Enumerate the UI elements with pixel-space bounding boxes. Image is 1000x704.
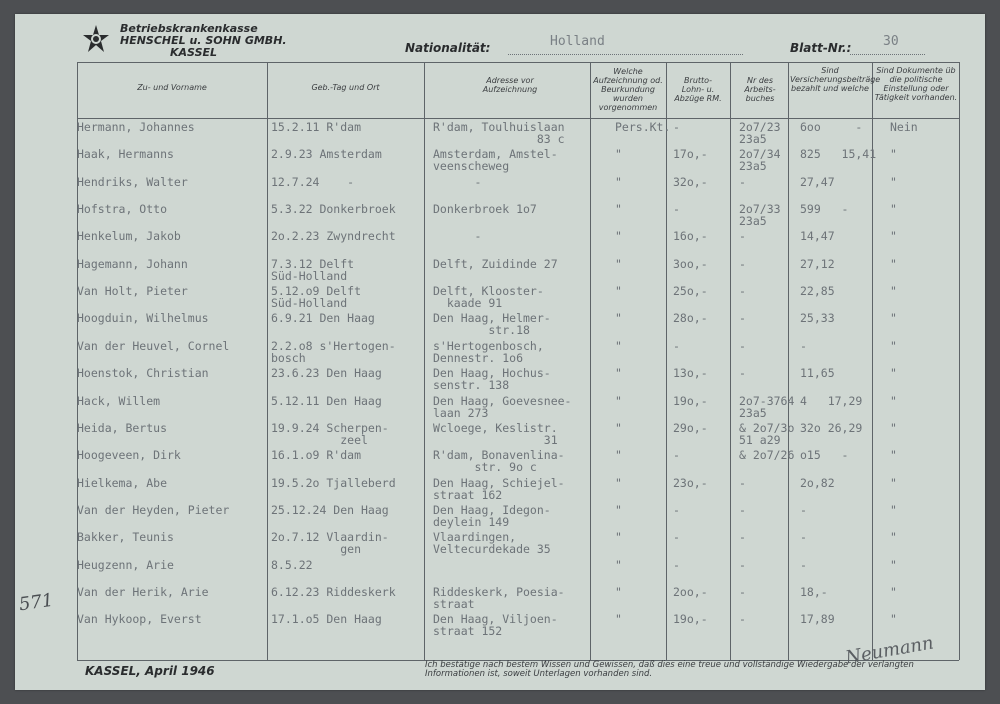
nationality-value: Holland [550, 34, 605, 49]
cell-workbook: - [739, 530, 746, 545]
cell-record: " [615, 284, 622, 299]
cell-record: " [615, 174, 622, 189]
cell-birth: 2o.2.23 Zwyndrecht [271, 229, 396, 244]
cell-birth: 19.5.2o Tjalleberd [271, 475, 396, 490]
cell-birth: 5.12.o9 Delft Süd-Holland [271, 284, 362, 311]
cell-insurance: - [800, 530, 807, 545]
company-line-2: HENSCHEL u. SOHN GMBH. [120, 34, 287, 47]
cell-wage: 16o,- [673, 229, 708, 244]
table-top-border [77, 62, 959, 63]
cell-documents: Nein [890, 120, 918, 134]
cell-record: " [615, 530, 622, 545]
cell-name: Van Hykoop, Everst [77, 612, 202, 627]
column-header-workbook: Nr des Arbeits-buches [744, 76, 776, 103]
cell-documents: " [890, 284, 897, 299]
cell-wage: - [673, 338, 680, 353]
cell-documents: " [890, 256, 897, 271]
cell-birth: 23.6.23 Den Haag [271, 366, 382, 381]
nationality-label: Nationalität: [405, 41, 491, 55]
cell-wage: - [673, 202, 680, 217]
cell-insurance: 18,- [800, 584, 828, 599]
cell-birth: 15.2.11 R'dam [271, 120, 362, 134]
cell-insurance: 6oo - [800, 120, 863, 134]
cell-address: - [433, 174, 482, 189]
cell-address: Vlaardingen, Veltecurdekade 35 [433, 530, 551, 557]
sheet-number-value: 30 [883, 34, 899, 49]
cell-record: " [615, 475, 622, 490]
cell-record: " [615, 393, 622, 408]
cell-workbook: & 2o7/26 [739, 448, 795, 463]
cell-birth: 5.12.11 Den Haag [271, 393, 382, 408]
cell-birth: 16.1.o9 R'dam [271, 448, 362, 463]
company-line-3: KASSEL [170, 46, 218, 59]
cell-insurance: 825 15,41 [800, 147, 877, 162]
cell-insurance: - [800, 502, 807, 517]
cell-record: " [615, 584, 622, 599]
cell-address: Wcloege, Keslistr. 31 [433, 420, 558, 447]
cell-insurance: 22,85 [800, 284, 835, 299]
col-border-3 [590, 62, 591, 660]
cell-wage: 32o,- [673, 174, 708, 189]
cell-address: Den Haag, Idegon- deylein 149 [433, 502, 551, 529]
cell-wage: 2oo,- [673, 584, 708, 599]
cell-workbook: - [739, 366, 746, 381]
cell-workbook: 2o7/34 23a5 [739, 147, 781, 174]
column-header-insurance: Sind Versicherungsbeiträge bezahlt und welche [790, 66, 881, 93]
cell-birth: 2.2.o8 s'Hertogen- bosch [271, 338, 396, 365]
cell-birth: 17.1.o5 Den Haag [271, 612, 382, 627]
cell-workbook: - [739, 584, 746, 599]
cell-workbook: & 2o7/3o 51 a29 [739, 420, 795, 447]
cell-workbook: - [739, 256, 746, 271]
cell-birth: 19.9.24 Scherpen- zeel [271, 420, 389, 447]
cell-record: " [615, 420, 622, 435]
cell-record: " [615, 229, 622, 244]
cell-address: Amsterdam, Amstel- veenscheweg [433, 147, 558, 174]
cell-documents: " [890, 393, 897, 408]
cell-documents: " [890, 448, 897, 463]
cell-name: Van der Heyden, Pieter [77, 502, 230, 517]
cell-wage: 19o,- [673, 612, 708, 627]
cell-name: Henkelum, Jakob [77, 229, 181, 244]
cell-documents: " [890, 530, 897, 545]
cell-record: Pers.Kt. [615, 120, 671, 134]
cell-wage: 17o,- [673, 147, 708, 162]
cell-record: " [615, 612, 622, 627]
cell-name: Hoogduin, Wilhelmus [77, 311, 209, 326]
cell-wage: 28o,- [673, 311, 708, 326]
cell-name: Hielkema, Abe [77, 475, 168, 490]
cell-documents: " [890, 174, 897, 189]
cell-documents: " [890, 229, 897, 244]
cell-address: R'dam, Toulhuislaan 83 c [433, 120, 565, 146]
cell-workbook: - [739, 284, 746, 299]
cell-documents: " [890, 202, 897, 217]
cell-record: " [615, 311, 622, 326]
cell-record: " [615, 256, 622, 271]
cell-wage: - [673, 120, 680, 134]
cell-name: Hofstra, Otto [77, 202, 168, 217]
cell-insurance: 599 - [800, 202, 849, 217]
col-border-5 [730, 62, 731, 660]
cell-name: Van der Heuvel, Cornel [77, 338, 230, 353]
cell-address: Den Haag, Hochus- senstr. 138 [433, 366, 551, 393]
cell-documents: " [890, 502, 897, 517]
cell-workbook: - [739, 612, 746, 627]
cell-wage: - [673, 448, 680, 463]
column-header-documents: Sind Dokumente üb die politische Einstellung oder Tätigkeit vorhanden. [874, 66, 958, 102]
cell-insurance: o15 - [800, 448, 849, 463]
cell-workbook: - [739, 475, 746, 490]
column-header-address: Adresse vor Aufzeichnung [482, 76, 538, 94]
cell-workbook: 2o7/33 23a5 [739, 202, 781, 229]
cell-insurance: 25,33 [800, 311, 835, 326]
cell-address: Delft, Klooster- kaade 91 [433, 284, 544, 311]
cell-record: " [615, 147, 622, 162]
column-header-name: Zu- und Vorname [137, 83, 207, 92]
cell-birth: 7.3.12 Delft Süd-Holland [271, 256, 355, 283]
cell-name: Heida, Bertus [77, 420, 168, 435]
cell-workbook: 2o7/23 23a5 [739, 120, 781, 146]
cell-birth: 5.3.22 Donkerbroek [271, 202, 396, 217]
sheet-number-label: Blatt-Nr.: [790, 41, 852, 55]
cell-insurance: 4 17,29 [800, 393, 863, 408]
place-and-date: KASSEL, April 1946 [85, 664, 215, 678]
handwritten-signature: Neumann [843, 632, 936, 669]
cell-wage: 25o,- [673, 284, 708, 299]
cell-insurance: - [800, 557, 807, 572]
cell-address: s'Hertogenbosch, Dennestr. 1o6 [433, 338, 544, 365]
cell-insurance: - [800, 338, 807, 353]
cell-address: Donkerbroek 1o7 [433, 202, 537, 217]
cell-wage: 3oo,- [673, 256, 708, 271]
cell-address: Den Haag, Viljoen- straat 152 [433, 612, 558, 639]
col-border-8 [959, 62, 960, 660]
cell-record: " [615, 338, 622, 353]
cell-documents: " [890, 557, 897, 572]
cell-wage: 29o,- [673, 420, 708, 435]
col-border-6 [788, 62, 789, 660]
sheet-number-line [850, 54, 925, 55]
cell-name: Van Holt, Pieter [77, 284, 188, 299]
cell-wage: - [673, 530, 680, 545]
cell-record: " [615, 202, 622, 217]
cell-documents: " [890, 420, 897, 435]
cell-birth: 12.7.24 - [271, 174, 355, 189]
cell-workbook: - [739, 311, 746, 326]
cell-workbook: - [739, 174, 746, 189]
column-header-record: Welche Aufzeichnung od. Beurkundung wurden vorgenommen [593, 67, 663, 112]
cell-record: " [615, 448, 622, 463]
cell-workbook: - [739, 338, 746, 353]
cell-workbook: 2o7-3764 23a5 [739, 393, 795, 420]
cell-insurance: 27,47 [800, 174, 835, 189]
cell-name: Hoenstok, Christian [77, 366, 209, 381]
cell-name: Hermann, Johannes [77, 120, 195, 134]
cell-address: Den Haag, Helmer- str.18 [433, 311, 551, 338]
nationality-line [508, 54, 743, 55]
company-line-1: Betriebskrankenkasse [120, 22, 258, 35]
margin-handwritten-number: 571 [17, 589, 55, 616]
cell-name: Heugzenn, Arie [77, 557, 174, 572]
cell-birth: 6.12.23 Riddeskerk [271, 584, 396, 599]
cell-insurance: 14,47 [800, 229, 835, 244]
cell-address: Riddeskerk, Poesia- straat [433, 584, 565, 611]
cell-address: Den Haag, Goevesnee- laan 273 [433, 393, 572, 420]
cell-workbook: - [739, 229, 746, 244]
cell-insurance: 17,89 [800, 612, 835, 627]
cell-record: " [615, 502, 622, 517]
cell-insurance: 27,12 [800, 256, 835, 271]
cell-documents: " [890, 612, 897, 627]
cell-name: Hendriks, Walter [77, 174, 188, 189]
cell-birth: 2.9.23 Amsterdam [271, 147, 382, 162]
cell-wage: - [673, 557, 680, 572]
cell-name: Hagemann, Johann [77, 256, 188, 271]
cell-birth: 6.9.21 Den Haag [271, 311, 375, 326]
cell-documents: " [890, 311, 897, 326]
cell-insurance: 2o,82 [800, 475, 835, 490]
cell-wage: - [673, 502, 680, 517]
cell-name: Hoogeveen, Dirk [77, 448, 181, 463]
cell-birth: 2o.7.12 Vlaardin- gen [271, 530, 389, 557]
cell-birth: 8.5.22 [271, 557, 313, 572]
cell-name: Van der Herik, Arie [77, 584, 209, 599]
cell-wage: 19o,- [673, 393, 708, 408]
table-header-border [77, 118, 959, 119]
company-logo-icon [81, 24, 111, 54]
cell-name: Bakker, Teunis [77, 530, 174, 545]
cell-address: Den Haag, Schiejel- straat 162 [433, 475, 565, 502]
cell-name: Hack, Willem [77, 393, 161, 408]
cell-documents: " [890, 366, 897, 381]
cell-address: Delft, Zuidinde 27 [433, 256, 558, 271]
cell-documents: " [890, 475, 897, 490]
cell-birth: 25.12.24 Den Haag [271, 502, 389, 517]
col-border-4 [666, 62, 667, 660]
cell-insurance: 11,65 [800, 366, 835, 381]
cell-insurance: 32o 26,29 [800, 420, 863, 435]
document-card [15, 14, 985, 690]
cell-name: Haak, Hermanns [77, 147, 174, 162]
company-name [120, 23, 287, 59]
cell-wage: 13o,- [673, 366, 708, 381]
cell-address: - [433, 229, 482, 244]
cell-wage: 23o,- [673, 475, 708, 490]
cell-record: " [615, 366, 622, 381]
cell-workbook: - [739, 557, 746, 572]
cell-workbook: - [739, 502, 746, 517]
cell-documents: " [890, 338, 897, 353]
cell-documents: " [890, 584, 897, 599]
declaration-text: Ich bestätige nach bestem Wissen und Gewissen, daß dies eine treue und vollständige Wiedergabe der verlangten Informationen ist, soweit Unterlagen vorhanden sind. [425, 660, 914, 679]
col-border-1 [267, 62, 268, 660]
column-header-birth: Geb.-Tag und Ort [311, 83, 380, 92]
cell-record: " [615, 557, 622, 572]
column-header-wage: Brutto-Lohn- u. Abzüge RM. [674, 76, 722, 103]
col-border-2 [424, 62, 425, 660]
cell-documents: " [890, 147, 897, 162]
cell-address: R'dam, Bonavenlina- str. 9o c [433, 448, 565, 475]
